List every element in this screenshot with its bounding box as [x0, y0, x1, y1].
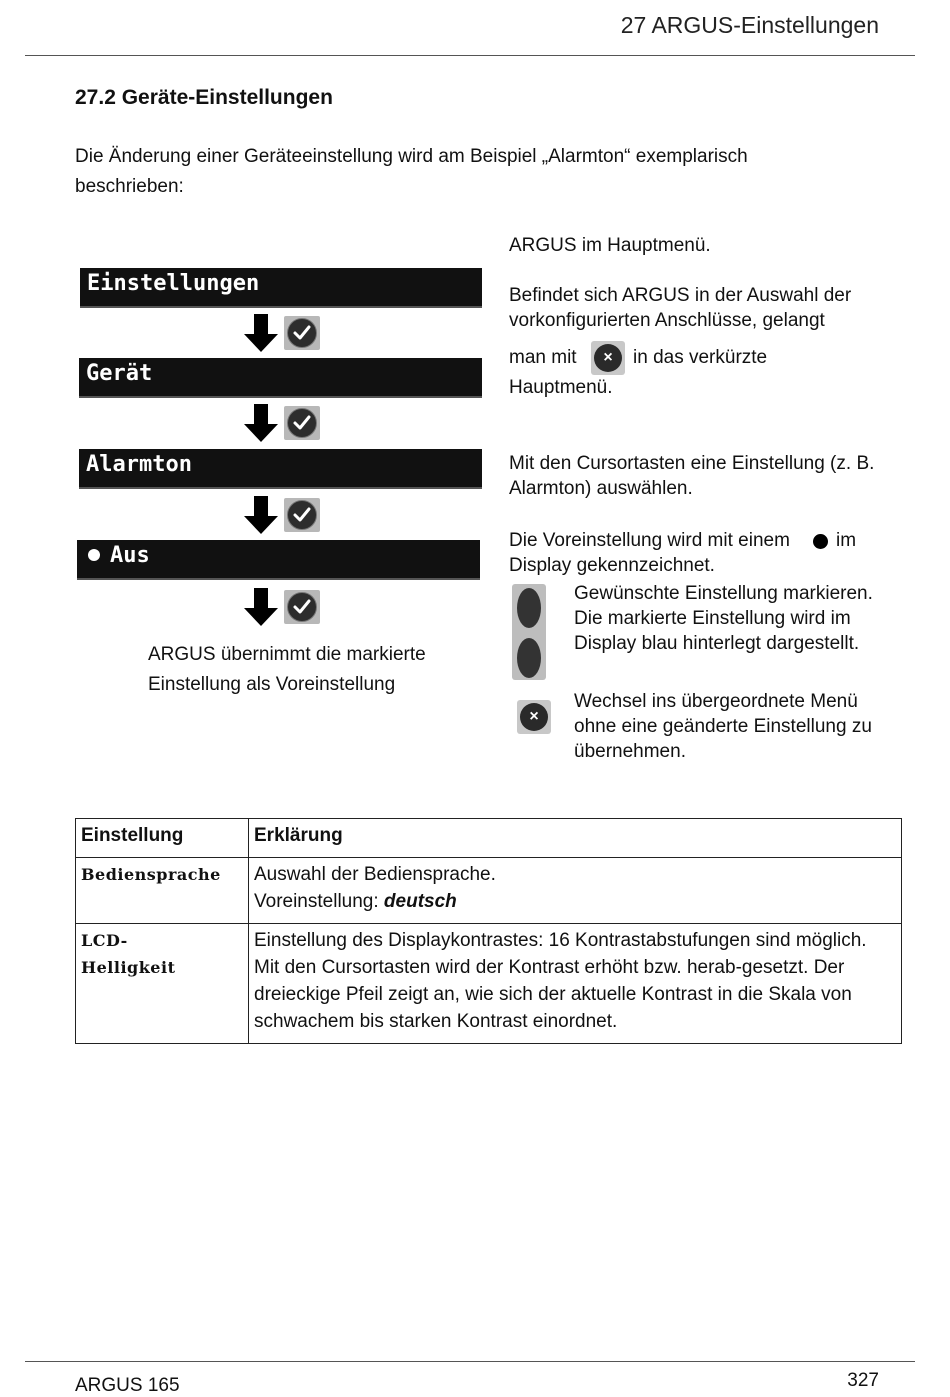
header-divider [25, 55, 915, 56]
explanation-default [254, 888, 896, 915]
instruction-preconfigured-end: Hauptmenü. [509, 377, 613, 398]
lcd-screen-einstellungen [80, 268, 482, 308]
table-cell-setting [76, 858, 249, 924]
ok-check-icon [284, 316, 320, 350]
lcd-screen-alarmton [79, 449, 482, 489]
lcd-label: Gerät [86, 361, 153, 386]
setting-name: Bediensprache [81, 865, 221, 884]
down-arrow-icon [244, 314, 278, 352]
instruction-default-marked-pre: Die Voreinstellung wird mit einem [509, 530, 790, 551]
instruction-mark-setting: Gewünschte Einstellung markieren. Die markierte Einstellung wird im Display blau hinterlegt dargestellt. [574, 583, 873, 654]
instruction-preconfigured: Befindet sich ARGUS in der Auswahl der vorkonfigurierten Anschlüsse, gelangt [509, 285, 852, 331]
cancel-x-icon: × [591, 341, 625, 375]
footer-divider [25, 1361, 915, 1362]
lcd-screen-aus [77, 540, 480, 580]
cursor-keys-icon [512, 584, 546, 680]
down-arrow-icon [244, 496, 278, 534]
ok-check-icon [284, 590, 320, 624]
page-header-title: 27 ARGUS-Einstellungen [620, 12, 879, 38]
step-confirm-3 [244, 496, 324, 536]
ok-check-icon [284, 498, 320, 532]
section-title: 27.2 Geräte-Einstellungen [75, 86, 333, 109]
instruction-cursor-select: Mit den Cursortasten eine Einstellung (z. B. Alarmton) auswählen. [509, 453, 875, 499]
flow-caption: ARGUS übernimmt die markierte Einstellung als Voreinstellung [148, 644, 426, 695]
table-row [76, 858, 902, 924]
explanation-line: Auswahl der Bediensprache. [254, 864, 496, 885]
lcd-label: Aus [110, 543, 150, 568]
footer-page-number: 327 [847, 1370, 879, 1391]
table-cell-explanation: Einstellung des Displaykontrastes: 16 Kontrastabstufungen sind möglich. Mit den Cursortasten wird der Kontrast erhöht bzw. herab-gesetzt. Der dreieckige Pfeil zeigt an, wie sich der aktuelle Kontrast in die Skala von schwachem bis starken Kontrast einordnet. [249, 924, 902, 1044]
down-arrow-icon [244, 404, 278, 442]
table-row [76, 924, 902, 1044]
settings-table [75, 818, 902, 1044]
table-cell-explanation [249, 858, 902, 924]
down-arrow-icon [244, 588, 278, 626]
table-header-explanation: Erklärung [249, 819, 902, 858]
instruction-main-menu: ARGUS im Hauptmenü. [509, 235, 711, 256]
cancel-x-icon: × [517, 700, 551, 734]
instruction-preconfigured-post: in das verkürzte [633, 347, 768, 368]
instruction-default-marked-post: im [836, 530, 857, 551]
table-header-setting: Einstellung [76, 819, 249, 858]
setting-name: LCD-Helligkeit [81, 931, 176, 977]
step-confirm-1 [244, 314, 324, 354]
marked-dot-icon [88, 549, 100, 561]
lcd-label: Alarmton [86, 452, 192, 477]
instruction-default-marked-line2: Display gekennzeichnet. [509, 555, 715, 576]
lcd-screen-geraet [79, 358, 482, 398]
default-value: deutsch [383, 891, 457, 912]
ok-check-icon [284, 406, 320, 440]
table-cell-setting [76, 924, 249, 1044]
table-header-row [76, 819, 902, 858]
footer-product: ARGUS 165 [75, 1375, 180, 1396]
lcd-label: Einstellungen [87, 271, 260, 296]
step-confirm-4 [244, 588, 324, 628]
step-confirm-2 [244, 404, 324, 444]
intro-paragraph: Die Änderung einer Geräteeinstellung wird am Beispiel „Alarmton“ exemplarisch beschrieben: [75, 146, 748, 197]
filled-dot-icon [813, 534, 828, 549]
instruction-preconfigured-pre: man mit [509, 347, 577, 368]
default-prefix: Voreinstellung: [254, 891, 384, 912]
instruction-back-menu: Wechsel ins übergeordnete Menü ohne eine geänderte Einstellung zu übernehmen. [574, 691, 872, 762]
